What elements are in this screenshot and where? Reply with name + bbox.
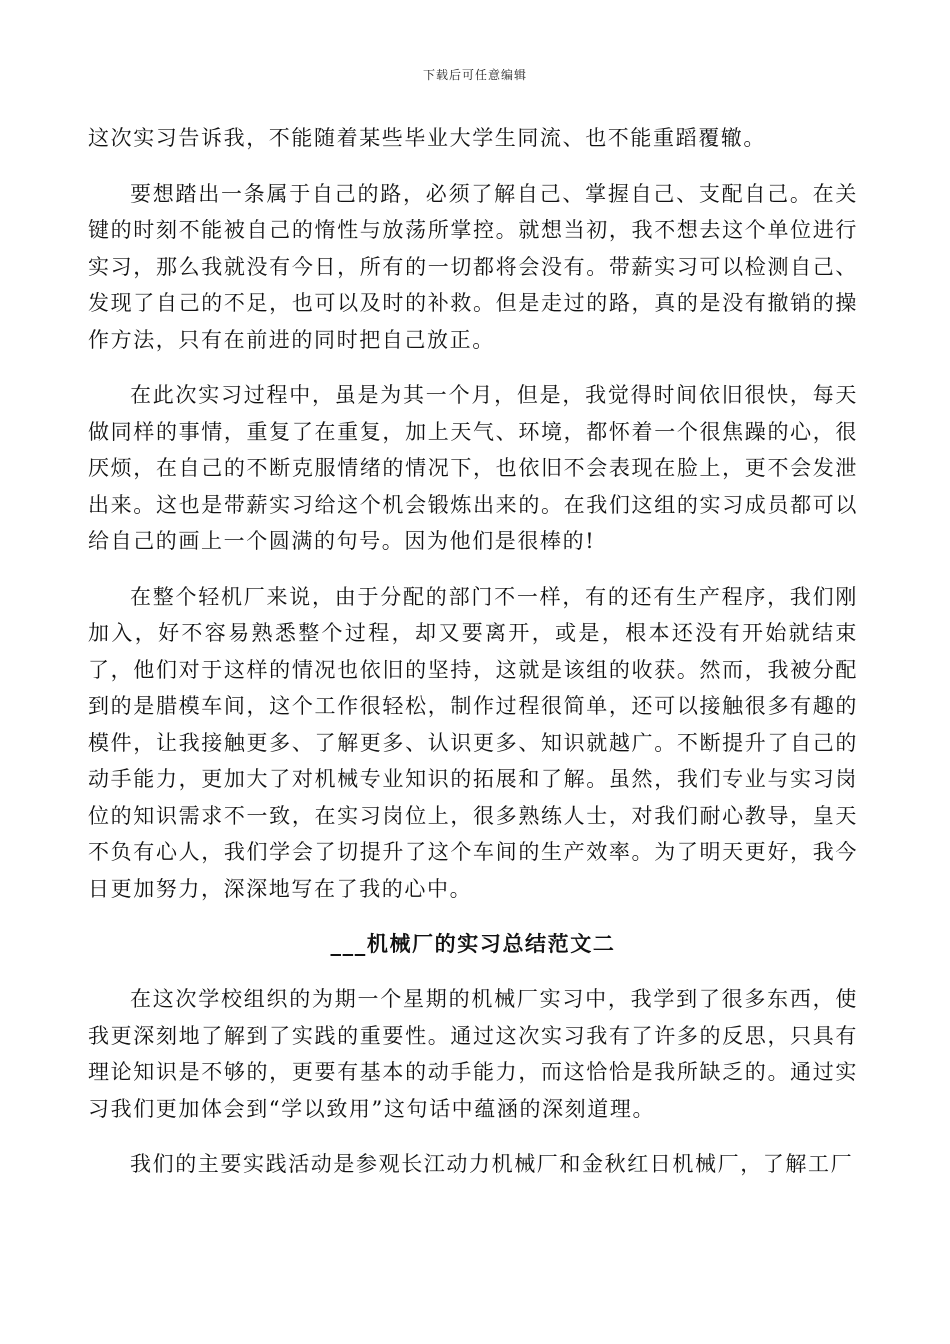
- paragraph-1: 这次实习告诉我，不能随着某些毕业大学生同流、也不能重蹈覆辙。: [88, 126, 766, 150]
- paragraph-gap: [88, 560, 858, 579]
- paragraph-gap: [88, 907, 858, 926]
- section-paragraph-2: 我们的主要实践活动是参观长江动力机械厂和金秋红日机械厂，了解工厂: [130, 1152, 854, 1176]
- paragraph-3: 在此次实习过程中，虽是为其一个月，但是，我觉得时间依旧很快，每天做同样的事情，重复了在重复，加上天气、环境，都怀着一个很焦躁的心，很厌烦，在自己的不断克服情绪的情况下，也依旧不会表现在脸上，更不会发泄出来。这也是带薪实习给这个机会锻炼出来的。在我们这组的实习成员都可以给自己的画上一个圆满的句号。因为他们是很棒的!: [88, 383, 858, 553]
- section-title: ___机械厂的实习总结范文二: [330, 931, 616, 956]
- section-paragraph-1: 在这次学校组织的为期一个星期的机械厂实习中，我学到了很多东西，使我更深刻地了解到了实践的重要性。通过这次实习我有了许多的反思，只具有理论知识是不够的，更要有基本的动手能力，而这恰恰是我所缺乏的。通过实习我们更加体会到“学以致用”这句话中蕴涵的深刻道理。: [88, 987, 858, 1121]
- paragraph-gap: [88, 1127, 858, 1146]
- paragraph-4: 在整个轻机厂来说，由于分配的部门不一样，有的还有生产程序，我们刚加入，好不容易熟悉整个过程，却又要离开，或是，根本还没有开始就结束了，他们对于这样的情况也依旧的坚持，这就是该组的收获。然而，我被分配到的是腊模车间，这个工作很轻松，制作过程很简单，还可以接触很多有趣的模件，让我接触更多、了解更多、认识更多、知识就越广。不断提升了自己的动手能力，更加大了对机械专业知识的拓展和了解。虽然，我们专业与实习岗位的知识需求不一致，在实习岗位上，很多熟练人士，对我们耐心教导，皇天不负有心人，我们学会了切提升了这个车间的生产效率。为了明天更好，我今日更加努力，深深地写在了我的心中。: [88, 584, 858, 901]
- document-body: [88, 120, 858, 1183]
- paragraph-2: 要想踏出一条属于自己的路，必须了解自己、掌握自己、支配自己。在关键的时刻不能被自己的惰性与放荡所掌控。就想当初，我不想去这个单位进行实习，那么我就没有今日，所有的一切都将会没有。带薪实习可以检测自己、发现了自己的不足，也可以及时的补救。但是走过的路，真的是没有撤销的操作方法，只有在前进的同时把自己放正。: [88, 181, 858, 352]
- paragraph-gap: [88, 157, 858, 176]
- paragraph-gap: [88, 358, 858, 377]
- paragraph-gap: [88, 962, 858, 981]
- header-note: 下载后可任意编辑: [422, 68, 527, 82]
